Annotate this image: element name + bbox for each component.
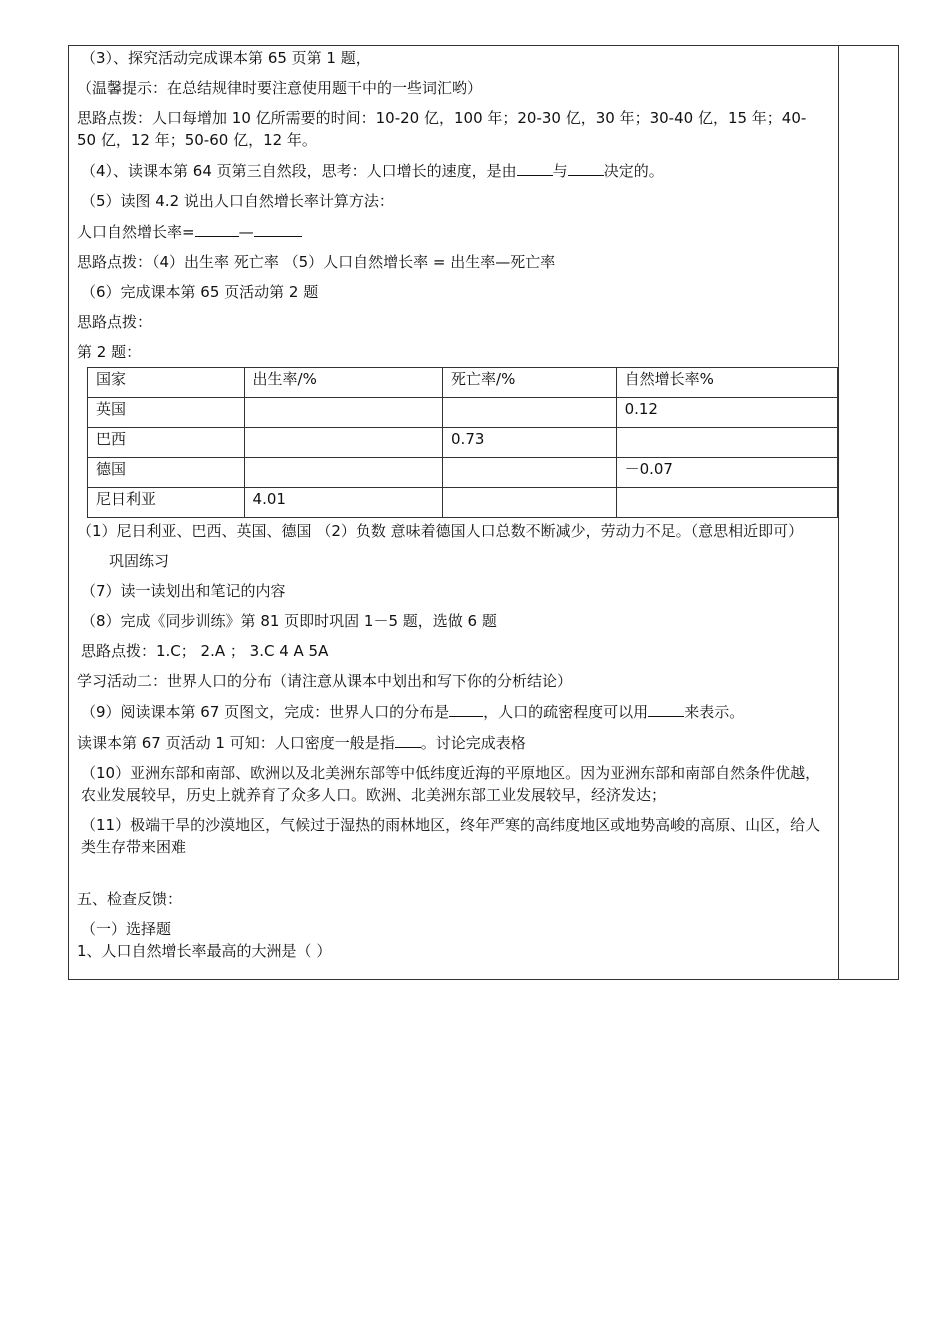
activity-9: （9）阅读课本第 67 页图文，完成：世界人口的分布是 ，人口的疏密程度可以用 来表示。 [77,700,832,723]
answer-blank [254,220,302,237]
activity-7: （7）读一读划出和笔记的内容 [81,582,286,600]
table-cell [443,458,617,488]
table-cell [616,488,837,518]
growth-rate-formula: 人口自然增长率= — [77,220,832,243]
tip-note: （温馨提示：在总结规律时要注意使用题干中的一些词汇哟） [77,79,483,97]
table-row [88,398,838,428]
table-cell [616,428,837,458]
table-cell: 尼日利亚 [88,488,245,518]
table-row [88,488,838,518]
learning-activity-2-title: 学习活动二：世界人口的分布（请注意从课本中划出和写下你的分析结论） [77,672,573,690]
table-header-row [88,368,838,398]
header-death-rate: 死亡率/% [443,368,617,398]
table-cell: 巴西 [88,428,245,458]
hint-answers-8: 思路点拨：1.C； 2.A ； 3.C 4 A 5A [81,642,329,660]
hint-label: 思路点拨： [77,313,153,331]
table-row [88,458,838,488]
table-row [88,428,838,458]
question-1: 1、人口自然增长率最高的大洲是（ ） [77,942,332,960]
question-2-label: 第 2 题： [77,343,142,361]
table-cell: －0.07 [616,458,837,488]
table-cell: 0.73 [443,428,617,458]
answer-11-sparse-regions: （11）极端干旱的沙漠地区，气候过于湿热的雨林地区，终年严寒的高纬度地区或地势高峻的高原、山区，给人类生存带来困难 [81,816,821,856]
answer-10-dense-regions: （10）亚洲东部和南部、欧洲以及北美洲东部等中低纬度近海的平原地区。因为亚洲东部和南部自然条件优越，农业发展较早，历史上就养育了众多人口。欧洲、北美洲东部工业发展较早，经济发达； [81,764,821,804]
table-cell: 德国 [88,458,245,488]
activity-5: （5）读图 4.2 说出人口自然增长率计算方法： [81,192,394,210]
population-rate-table [87,367,838,518]
answer-table-analysis: （1）尼日利亚、巴西、英国、德国 （2）负数 意味着德国人口总数不断减少，劳动力不足。（意思相近即可） [77,522,804,540]
section-5-feedback: 五、检查反馈： [77,890,183,908]
header-country: 国家 [88,368,245,398]
section-consolidation-practice: 巩固练习 [109,552,170,570]
answer-blank [517,159,553,176]
table-cell [244,428,442,458]
table-cell: 0.12 [616,398,837,428]
hint-answers-4-5: 思路点拨：（4）出生率 死亡率 （5）人口自然增长率 = 出生率—死亡率 [77,253,556,271]
header-natural-growth-rate: 自然增长率% [616,368,837,398]
table-cell: 英国 [88,398,245,428]
answer-blank [395,731,421,748]
answer-blank [648,700,684,717]
population-density-prompt: 读课本第 67 页活动 1 可知：人口密度一般是指 。讨论完成表格 [77,731,832,754]
activity-3: （3）、探究活动完成课本第 65 页第 1 题， [81,49,371,67]
table-cell [443,488,617,518]
answer-blank [568,159,604,176]
activity-8: （8）完成《同步训练》第 81 页即时巩固 1－5 题，选做 6 题 [81,612,497,630]
header-birth-rate: 出生率/% [244,368,442,398]
activity-4: （4）、读课本第 64 页第三自然段，思考：人口增长的速度，是由 与 决定的。 [77,159,832,182]
worksheet-body [77,45,832,962]
right-margin-column-divider [838,45,839,980]
table-cell: 4.01 [244,488,442,518]
table-cell [244,398,442,428]
table-cell [443,398,617,428]
activity-6: （6）完成课本第 65 页活动第 2 题 [81,283,319,301]
hint-population-time: 思路点拨：人口每增加 10 亿所需要的时间：10-20 亿，100 年；20-30 亿，30 年；30-40 亿，15 年；40- 50 亿，12 年；50-60 亿，12 年。 [77,109,807,149]
subsection-multiple-choice: （一）选择题 [81,920,172,938]
table-cell [244,458,442,488]
answer-blank [195,220,239,237]
answer-blank [449,700,483,717]
